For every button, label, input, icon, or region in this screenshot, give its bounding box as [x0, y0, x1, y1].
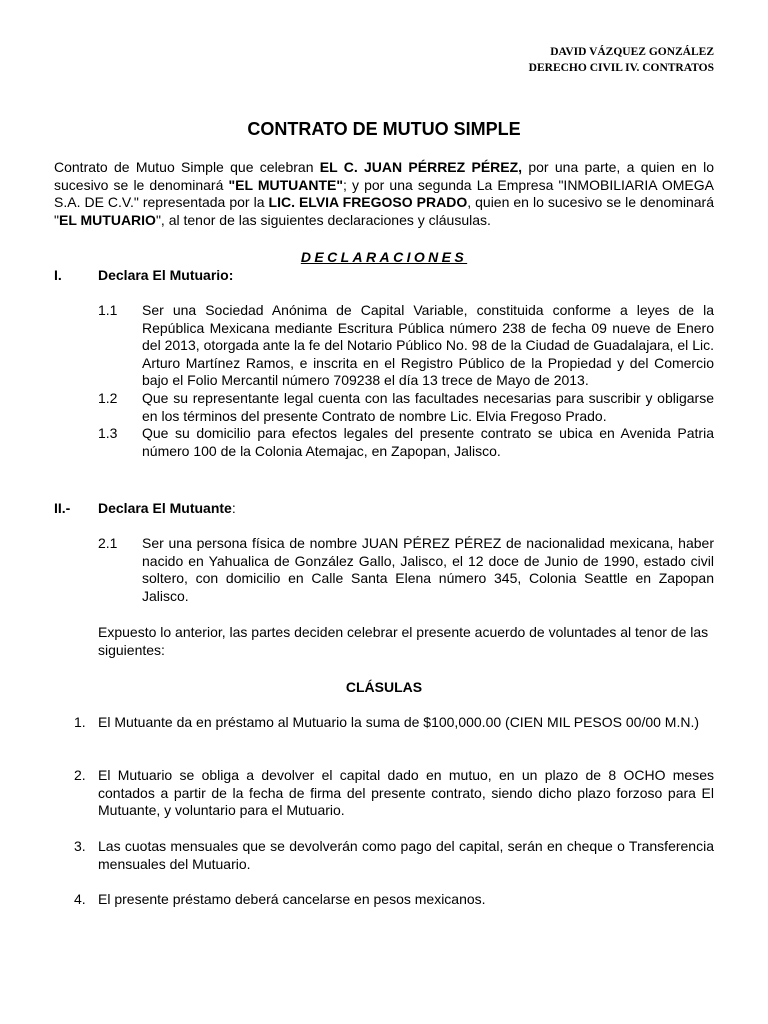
clausulas-heading: CLÁSULAS	[345, 679, 423, 695]
section-1-items	[98, 302, 714, 460]
declaration-item	[98, 302, 714, 390]
clause-item	[54, 891, 714, 909]
section-number: I.	[54, 267, 62, 283]
section-2-items	[98, 535, 714, 605]
intro-bold-mutuante: "EL MUTUANTE"	[228, 176, 344, 193]
declaration-item	[98, 425, 714, 460]
clause-item	[54, 714, 714, 732]
clause-item	[54, 767, 714, 820]
item-number: 1.3	[98, 425, 118, 442]
intro-text: ; y por una segunda La Empresa "INMOBILIARIA OMEGA S.A. DE C.V." representada por la	[54, 176, 715, 211]
declaraciones-heading: DECLARACIONES	[300, 249, 468, 265]
intro-text: por una parte, a quien en lo sucesivo se le denominará	[54, 159, 714, 193]
intro-bold-mutuario: EL MUTUARIO	[58, 211, 156, 228]
intro-bold-party1: EL C. JUAN PÉRREZ PÉREZ,	[319, 159, 523, 175]
section-label: Declara El Mutuario:	[98, 267, 234, 283]
clause-number: 2.	[74, 767, 86, 783]
course-name: DERECHO CIVIL IV. CONTRATOS	[528, 62, 714, 74]
item-number: 1.1	[98, 302, 118, 318]
clause-text: Las cuotas mensuales que se devolverán como pago del capital, serán en cheque o Transferencia mensuales del Mutuario.	[98, 838, 714, 872]
clause-text: El Mutuario se obliga a devolver el capital dado en mutuo, en un plazo de 8 OCHO meses contados a partir de la fecha de firma del presente contrato, siendo dicho plazo forzoso para El Mutuante, y voluntario para el Mutuario.	[98, 767, 714, 819]
section-number: II.-	[54, 500, 71, 516]
document-title: CONTRATO DE MUTUO SIMPLE	[247, 119, 521, 139]
declaration-item	[98, 535, 714, 605]
item-number: 1.2	[98, 389, 118, 406]
clause-text: El Mutuante da en préstamo al Mutuario la suma de $100,000.00 (CIEN MIL PESOS 00/00 M.N.)	[98, 714, 700, 730]
section-label-suffix: :	[231, 500, 236, 516]
clause-number: 1.	[74, 714, 86, 730]
declaration-item	[98, 390, 714, 425]
section-label: Declara El Mutuante	[98, 500, 232, 516]
intro-paragraph	[54, 159, 714, 229]
intro-bold-representative: LIC. ELVIA FREGOSO PRADO	[268, 194, 468, 211]
intro-text: ", al tenor de las siguientes declaraciones y cláusulas.	[155, 211, 491, 228]
item-text: Que su domicilio para efectos legales del presente contrato se ubica en Avenida Patria número 100 de la Colonia Atemajac, en Zapopan, Jalisco.	[142, 425, 714, 459]
closing-paragraph: Expuesto lo anterior, las partes deciden celebrar el presente acuerdo de voluntades al tenor de las siguientes:	[98, 624, 709, 658]
intro-text: Contrato de Mutuo Simple que celebran	[54, 159, 320, 175]
clause-item	[54, 838, 714, 873]
item-text: Que su representante legal cuenta con las facultades necesarias para suscribir y obligarse en los términos del presente Contrato de nombre Lic. Elvia Fregoso Prado.	[142, 389, 714, 424]
item-number: 2.1	[98, 535, 118, 551]
item-text: Ser una Sociedad Anónima de Capital Variable, constituida conforme a leyes de la República Mexicana mediante Escritura Pública número 238 de fecha 09 nueve de Enero del 2013, otorgada ante la fe del Notario Público No. 98 de la Ciudad de Guadalajara, el Lic. Arturo Martínez Ramos, e inscrita en el Registro Público de la Propiedad y del Comercio bajo el Folio Mercantil número 709238 el día 13 trece de Mayo de 2013.	[142, 302, 714, 389]
intro-text: , quien en lo sucesivo se le denominará "	[54, 194, 714, 228]
item-text: Ser una persona física de nombre JUAN PÉREZ PÉREZ de nacionalidad mexicana, haber nacido en Yahualica de González Gallo, Jalisco, el 12 doce de Junio de 1990, estado civil soltero, con domicilio en Calle Santa Elena número 345, Colonia Seattle en Zapopan Jalisco.	[142, 535, 714, 604]
document-header	[529, 44, 714, 76]
clause-number: 3.	[74, 838, 86, 854]
author-name: DAVID VÁZQUEZ GONZÁLEZ	[550, 46, 714, 58]
clause-text: El presente préstamo deberá cancelarse en pesos mexicanos.	[98, 891, 486, 907]
clause-number: 4.	[74, 891, 86, 907]
